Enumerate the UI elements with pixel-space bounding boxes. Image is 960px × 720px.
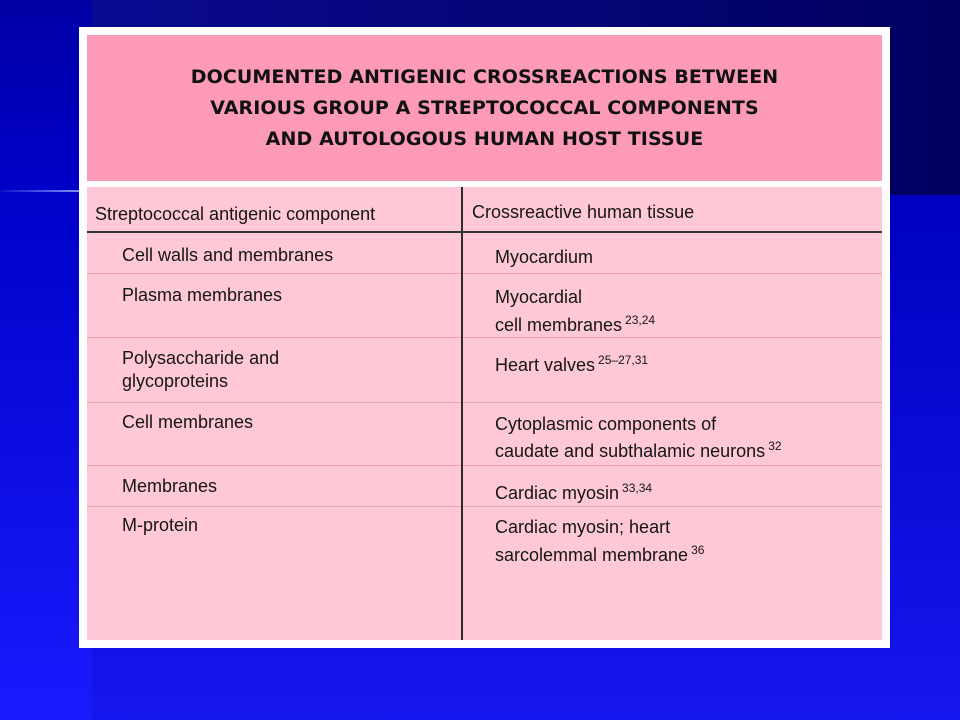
reference-superscript: 23,24	[625, 313, 656, 327]
table-title-line-1: DOCUMENTED ANTIGENIC CROSSREACTIONS BETWEEN	[190, 66, 779, 88]
column-divider	[461, 187, 463, 640]
reference-superscript: 32	[768, 439, 782, 453]
table-title-line-2: VARIOUS GROUP A STREPTOCOCCAL COMPONENTS	[210, 97, 759, 119]
header-divider	[87, 231, 882, 233]
table-row-6-tissue-line-2: sarcolemmal membrane $^{36}$	[495, 543, 705, 565]
table-row-1-component: Cell walls and membranes	[122, 245, 334, 265]
table-row-3-component-line-1: Polysaccharide and	[122, 348, 280, 368]
table-row-4-tissue-line-2: caudate and subthalamic neurons $^{32}$	[495, 439, 782, 461]
table-row-4-tissue-line-1: Cytoplasmic components of	[495, 414, 717, 434]
table-row-2-tissue-line-1: Myocardial	[495, 287, 583, 307]
row-divider	[87, 402, 882, 403]
table-row-5-component: Membranes	[122, 476, 218, 496]
table-row-1-tissue: Myocardium	[495, 247, 594, 267]
table-row-4-component: Cell membranes	[122, 412, 254, 432]
row-divider	[87, 273, 882, 274]
table-row-2-component: Plasma membranes	[122, 285, 283, 305]
column-header-component: Streptococcal antigenic component	[95, 204, 376, 224]
table-row-3-tissue: Heart valves $^{25-27,31}$	[495, 353, 649, 375]
reference-superscript: 33,34	[622, 481, 653, 495]
table-row-2-tissue-line-2: cell membranes $^{23,24}$	[495, 313, 656, 335]
table-title-line-3: AND AUTOLOGOUS HUMAN HOST TISSUE	[265, 128, 704, 150]
table-row-5-tissue: Cardiac myosin $^{33,34}$	[495, 481, 653, 503]
table-row-6-tissue-line-1: Cardiac myosin; heart	[495, 517, 671, 537]
table-row-3-component-line-2: glycoproteins	[122, 371, 229, 391]
title-separator	[87, 181, 882, 187]
row-divider	[87, 465, 882, 466]
reference-superscript: 36	[691, 543, 705, 557]
reference-superscript: 25–27,31	[598, 353, 649, 367]
row-divider	[87, 337, 882, 338]
table-row-6-component: M-protein	[122, 515, 199, 535]
column-header-tissue: Crossreactive human tissue	[472, 202, 695, 222]
row-divider	[87, 506, 882, 507]
